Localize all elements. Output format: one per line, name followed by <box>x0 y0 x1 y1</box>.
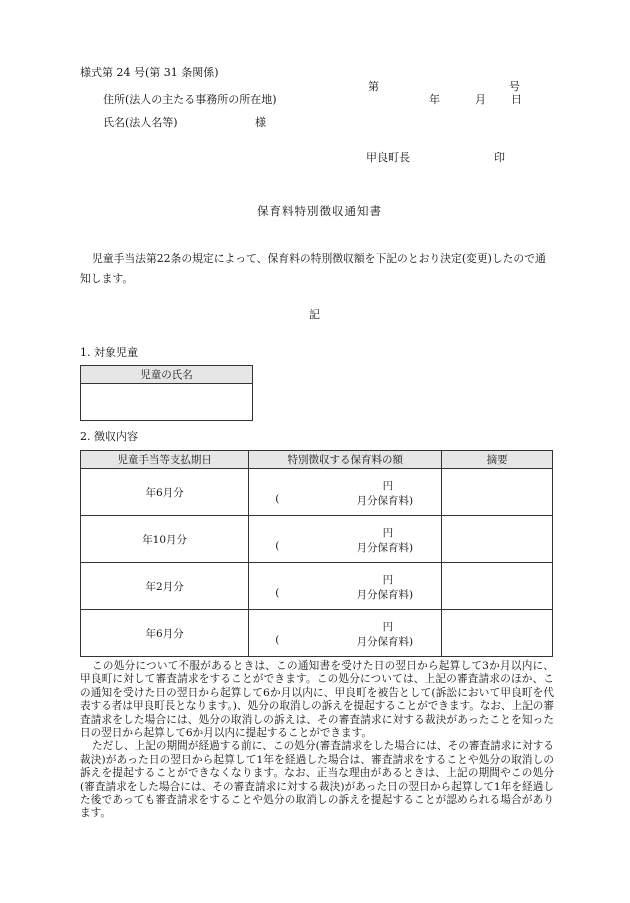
date-year: 年 <box>429 93 440 106</box>
header-fee-amount: 特別徴収する保育料の額 <box>249 451 442 469</box>
ki-mark: 記 <box>309 308 320 321</box>
date-day: 日 <box>511 93 522 106</box>
fee-cell <box>249 610 442 657</box>
remarks-cell <box>442 610 553 657</box>
address-label: 住所(法人の主たる事務所の所在地) <box>103 93 277 106</box>
collection-table <box>80 450 553 657</box>
open-paren: ( <box>275 634 280 646</box>
child-name-table <box>80 365 253 421</box>
header-remarks: 摘要 <box>442 451 553 469</box>
period-cell: 年6月分 <box>81 469 249 516</box>
table-row <box>81 610 553 657</box>
intro-text: 児童手当法第22条の規定によって、保育料の特別徴収額を下記のとおり決定(変更)したので通知します。 <box>80 252 546 285</box>
table-row <box>81 469 553 516</box>
months-fee-label: 月分保育料) <box>356 542 414 554</box>
open-paren: ( <box>275 493 280 505</box>
child-name-header: 児童の氏名 <box>81 366 253 384</box>
yen-unit: 円 <box>382 574 394 586</box>
months-fee-label: 月分保育料) <box>356 495 414 507</box>
open-paren: ( <box>275 587 280 599</box>
page-title: 保育料特別徴収通知書 <box>257 204 382 218</box>
seal-mark: 印 <box>494 151 505 164</box>
open-paren: ( <box>275 540 280 552</box>
table-row <box>81 563 553 610</box>
fee-cell <box>249 563 442 610</box>
remarks-cell <box>442 516 553 563</box>
issuer: 甲良町長 <box>366 151 410 164</box>
appeal-paragraph-2: ただし、上記の期間が経過する前に、この処分(審査請求をした場合には、その審査請求に対する裁決)があった日の翌日から起算して1年を経過した場合は、審査請求をすることや処分の取消しの訴えを提起することができなくなります。なお、正当な理由があるときは、上記の期間やこの処分(審査請求をした場合には、その審査請求に対する裁決)があった日の翌日から起算して1年を経過した後であっても審査請求をすることや処分の取消しの訴えを提起することが認められる場合があります。 <box>80 740 554 820</box>
appeal-notice <box>80 660 554 821</box>
yen-unit: 円 <box>382 621 394 633</box>
period-cell: 年6月分 <box>81 610 249 657</box>
fee-cell <box>249 469 442 516</box>
number-suffix: 号 <box>509 80 520 93</box>
period-cell: 年10月分 <box>81 516 249 563</box>
honorific: 様 <box>255 116 266 129</box>
months-fee-label: 月分保育料) <box>356 636 414 648</box>
remarks-cell <box>442 563 553 610</box>
appeal-paragraph-1: この処分について不服があるときは、この通知書を受けた日の翌日から起算して3か月以内に、甲良町に対して審査請求をすることができます。この処分については、上記の審査請求のほか、この通知を受けた日の翌日から起算して6か月以内に、甲良町を被告として(訴訟において甲良町を代表する者は甲良町長となります。)、処分の取消しの訴えを提起することができます。なお、上記の審査請求をした場合には、処分の取消しの訴えは、その審査請求に対する裁決があったことを知った日の翌日から起算して6か月以内に提起することができます。 <box>80 660 554 740</box>
date-month: 月 <box>475 93 486 106</box>
table-row <box>81 516 553 563</box>
yen-unit: 円 <box>382 527 394 539</box>
period-cell: 年2月分 <box>81 563 249 610</box>
form-number: 様式第 24 号(第 31 条関係) <box>80 66 219 79</box>
months-fee-label: 月分保育料) <box>356 589 414 601</box>
fee-cell <box>249 516 442 563</box>
yen-unit: 円 <box>382 480 394 492</box>
section1-heading: 1. 対象児童 <box>80 346 138 359</box>
section2-heading: 2. 徴収内容 <box>80 430 138 443</box>
header-payment-date: 児童手当等支払期日 <box>81 451 249 469</box>
remarks-cell <box>442 469 553 516</box>
number-prefix: 第 <box>368 80 379 93</box>
child-name-cell <box>81 384 253 421</box>
name-label: 氏名(法人名等) <box>103 116 178 129</box>
